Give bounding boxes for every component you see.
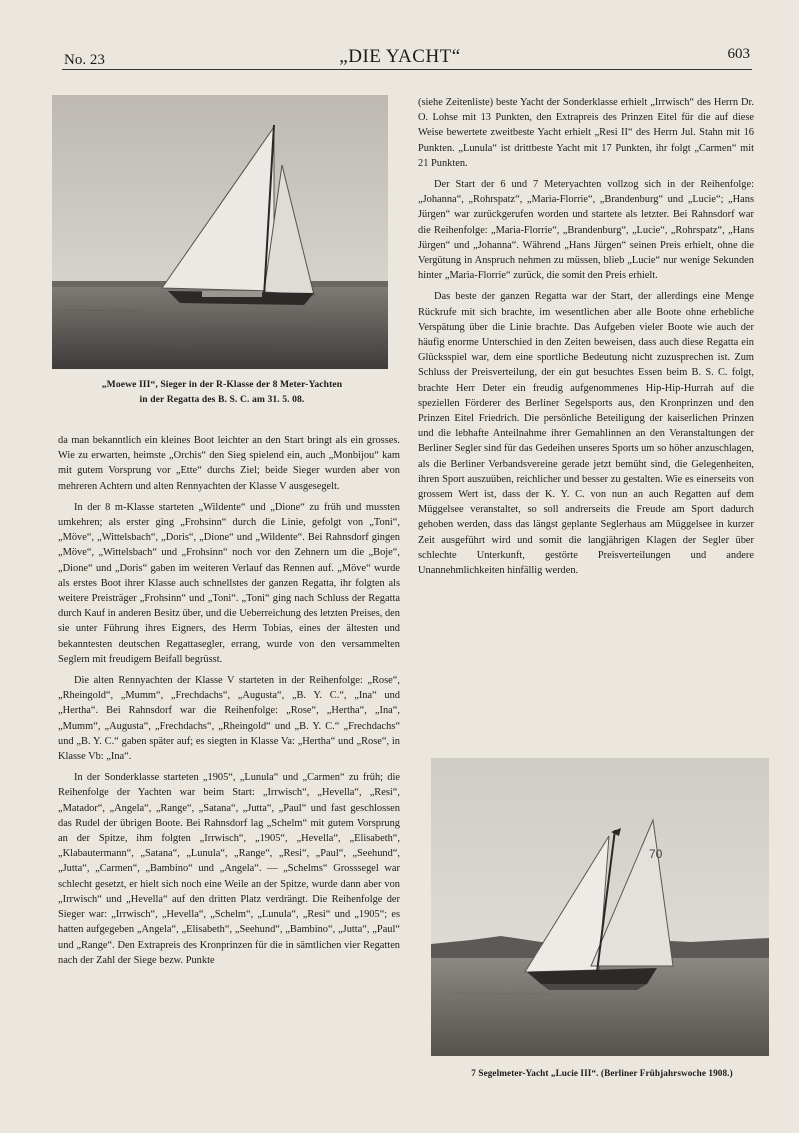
caption-line: „Moewe III“, Sieger in der R-Klasse der 8 Meter-Yachten [101, 379, 343, 390]
photo-lucie-sailboat [431, 758, 769, 1056]
paragraph: da man bekanntlich ein kleines Boot leichter an den Start bringt als ein grosses. Wie zu erwarten, heimste „Orchis“ den Sieg spielend ein, auch „Monbijou“ kam mit gutem Vorsprung vor „Ette“ durchs Ziel; beide Sieger wurden aber von mehreren Achtern und alten Rennyachten der Klasse V ausgesegelt. [58, 435, 400, 492]
figure-caption-2: 7 Segelmeter-Yacht „Lucie III“. (Berliner Frühjahrswoche 1908.) [471, 1068, 733, 1078]
page-number: 603 [727, 46, 750, 62]
caption-line: in der Regatta des B. S. C. am 31. 5. 08. [139, 393, 305, 405]
paragraph: (siehe Zeitenliste) beste Yacht der Sonderklasse erhielt „Irrwisch“ des Herrn Dr. O. Lohse mit 13 Punkten, den Extrapreis des Prinzen Eitel für die auf diese Weise bewertete zweitbeste Yacht erhielt „Resi II“ des Herrn Jul. Stahn mit 16 Punkten. „Lunula“ ist drittbeste Yacht mit 17 Punkten, ihr folgt „Carmen“ mit 21 Punkten. [418, 97, 754, 169]
photo-moewe-sailboat [52, 95, 388, 369]
paragraph: In der Sonderklasse starteten „1905“, „Lunula“ und „Carmen“ zu früh; die Reihenfolge der Yachten war beim Start: „Irrwisch“, „Hevella“, „Resi“, „Matador“, „Angela“, „Range“, „Satana“, „Jutta“, „Paul“ und fast geschlossen das Rudel der übrigen Boote. Bei Rahnsdorf lag „Schelm“ mit gutem Vorsprung an der Spitze, ihm folgten „Irrwisch“, „1905“, „Hevella“, „Elisabeth“, „Klabautermann“, „Satana“, „Lunula“, „Range“, „Resi“, „Paul“, „Seehund“, „Jutta“, „Carmen“, „Bambino“ und „Angela“. — „Schelms“ Grosssegel war schlecht gesetzt, er hielt sich noch eine Weile an der Spitze, wurde dann aber von „Irrwisch“ und „Hevella“ auf den dritten Platz verdrängt. Die Reihenfolge der Sieger war: „Irrwisch“, „Hevella“, „Schelm“, „Lunula“, „Resi“ und „1905“; es hatten aufgegeben „Angela“, „Elisabeth“, „Seehund“, „Bambino“, „Jutta“, „Paul“ und „Range“. Den Extrapreis des Kronprinzen für die in sämtlichen vier Regatten nach der Zahl der Siege bezw. Punkte [58, 772, 400, 966]
paragraph: In der 8 m-Klasse starteten „Wildente“ und „Dione“ zu früh und mussten umkehren; als erster ging „Frohsinn“ durch die Linie, gefolgt von „Toni“, „Möve“, „Wittelsbach“, „Doris“, „Dione“ und „Wildente“. Bei Rahnsdorf gingen „Möve“, „Wittelsbach“ und „Frohsinn“ noch vor den Zehnern um die „Boje“, „Dione“ und „Doris“ gaben im weiteren Verlauf das Rennen auf. „Möve“ wurde als erstes Boot ihrer Klasse auch schnellstes der ganzen Regatta, ihr folgten als weitere Preisträger „Frohsinn“ und „Toni“. „Toni“ ging nach Schluss der Regatta durch Kauf in anderen Besitz über, und die Ueberreichung des letzten Preises, den sie unter Führung ihres Eigners, des Herrn Tobias, eines der ältesten und bekanntesten deutschen Regattasegler, errang, wurde von den versammelten Seglern mit freudigem Beifall begrüsst. [58, 501, 400, 665]
figure-caption-1 [52, 378, 392, 407]
paragraph: Der Start der 6 und 7 Meteryachten vollzog sich in der Reihenfolge: „Johanna“, „Rohrspatz“, „Maria-Florrie“, „Brandenburg“ und „Lucie“; „Hans Jürgen“ war zurückgerufen worden und startete als letzter. Bei Rahnsdorf war die Reihenfolge: „Maria-Florrie“, „Brandenburg“, „Lucie“, „Rohrspatz“, „Hans Jürgen“ und „Johanna“. Während „Hans Jürgen“ seinen Preis erhielt, ohne die Vergütung in Anspruch nehmen zu müssen, blieb „Lucie“ nur wenige Sekunden hinter „Maria-Florrie“ zurück, die somit den Preis erhielt. [418, 179, 754, 282]
left-column [58, 433, 400, 974]
magazine-title: „DIE YACHT“ [339, 46, 461, 67]
right-column [418, 95, 754, 584]
paragraph: Die alten Rennyachten der Klasse V starteten in der Reihenfolge: „Rose“, „Rheingold“, „Mumm“, „Frechdachs“, „Augusta“, „B. Y. C.“, „Ina“ und „Hertha“. Bei Rahnsdorf war die Reihenfolge: „Rose“, „Hertha“, „Ina“, „Mumm“, „Augusta“, „Frechdachs“, „Rheingold“ und „B. Y. C.“ „Frechdachs“ und „B. Y. C.“ gaben später auf; es siegten in Klasse Va: „Hertha“ und „Rose“, in Klasse Vb: „Ina“. [58, 675, 400, 763]
sail-number: 70 [649, 847, 663, 861]
issue-number: No. 23 [64, 52, 105, 68]
paragraph: Das beste der ganzen Regatta war der Start, der allerdings eine Menge Rückrufe mit sich brachte, im wesentlichen aber alle Boote ohne erhebliche Verspätung über die Linie brachte. Das Aufgeben vieler Boote wie auch der häufig enorme Unterschied in den Zeiten beweisen, dass auch diese Regatta ein Glücksspiel war, dem eine sportliche Bedeutung nicht zuzusprechen ist. Zum Schluss der Preisverteilung, der ein gut besuchtes Essen beim B. S. C. folgt, brachte Herr Deter ein freudig aufgenommenes Hip-Hip-Hurrah auf die speziellen Förderer des Berliner Segelsports aus, den Kronprinzen und den Prinzen Eitel Friedrich. Die persönliche Beteiligung der kaiserlichen Prinzen und die lebhafte Anteilnahme ihrer Gemahlinnen an den Veranstaltungen der Berliner Segler sind für das Gedeihen unseres Sports um so höher anzuschlagen, als die Berliner Verbandsvereine gerade jetzt bemüht sind, die Gelegenheiten, ihren Sport auszuüben, reichlicher und besser zu gestalten. Wie es einerseits von grossem Wert ist, dass der K. Y. C. von nun an auch Regatten auf dem Müggelsee veranstaltet, so soll andrerseits die Freude am Sport dadurch gehoben werden, dass das längst geplante Seglerhaus am Müggelsee in kurzer Zeit ausgeführt wird und somit die langjährigen Klagen der Segler über schlechte Unterkunft, gestörte Preisverteilungen und andere Unannehmlichkeiten hinfällig werden. [418, 291, 754, 577]
header-rule [62, 69, 752, 70]
